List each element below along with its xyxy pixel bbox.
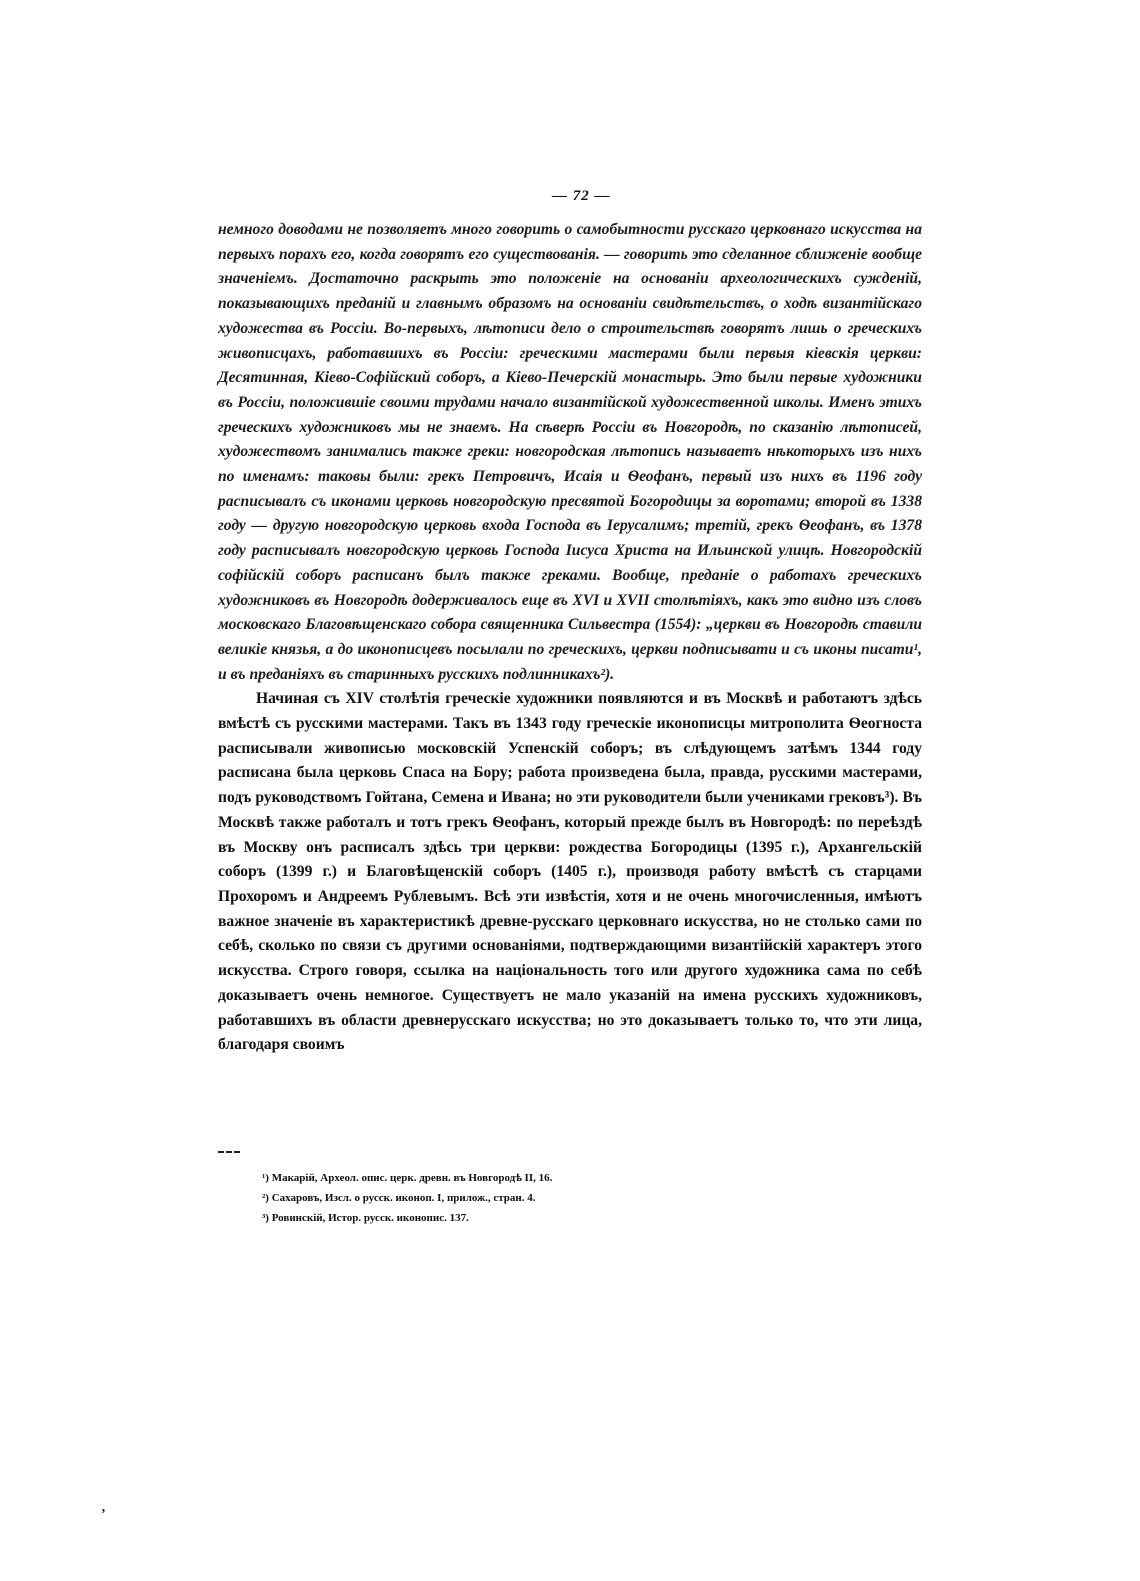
footnote-1: ¹) Макарій, Археол. опис. церк. древн. въ Новгородѣ II, 16. [262,1172,553,1184]
paragraph-2: Начиная съ XIV столѣтія греческіе художники появляются и въ Москвѣ и работаютъ здѣсь вмѣстѣ съ русскими мастерами. Такъ въ 1343 году греческіе иконописцы митрополита Ѳеогноста расписывали живописью московскій Успенскій соборъ; въ слѣдующемъ затѣмъ 1344 году расписана была церковь Спаса на Бору; работа произведена была, правда, русскими мастерами, подъ руководствомъ Гойтана, Семена и Ивана; но эти руководители были учениками грековъ³). Въ Москвѣ также работалъ и тотъ грекъ Ѳеофанъ, который прежде былъ въ Новгородѣ: по переѣздѣ въ Москву онъ расписалъ здѣсь три церкви: рождества Богородицы (1395 г.), Архангельскій соборъ (1399 г.) и Благовѣщенскій соборъ (1405 г.), производя работу вмѣстѣ съ старцами Прохоромъ и Андреемъ Рублевымъ. Всѣ эти извѣстія, хотя и не очень многочисленныя, имѣютъ важное значеніе въ характеристикѣ древне-русскаго церковнаго искусства, но не столько сами по себѣ, сколько по связи съ другими основаніями, подтверждающими византійскій характеръ этого искусства. Строго говоря, ссылка на національность того или другого художника сама по себѣ доказываетъ очень немногое. Существуетъ не мало указаній на имена русскихъ художниковъ, работавшихъ въ области древнерусскаго искусства; но это доказываетъ только то, что эти лица, благодаря своимъ [218,690,922,1054]
footnote-divider [218,1151,240,1153]
main-text [218,218,922,1058]
page-number: — 72 — [552,188,611,204]
footnotes [262,1168,862,1228]
footnote-3: ³) Ровинскій, Истор. русск. иконопис. 137. [262,1212,469,1224]
stray-mark: ʼ [101,1507,106,1522]
footnote-2: ²) Сахаровъ, Изсл. о русск. иконоп. I, прилож., стран. 4. [262,1192,536,1204]
paragraph-1: немного доводами не позволяетъ много говорить о самобытности русскаго церковнаго искусства на первыхъ порахъ его, когда говорятъ его существованія. — говорить это сделанное сближеніе вообще значеніемъ. Достаточно раскрыть это положеніе на основаніи археологическихъ сужденій, показывающихъ преданій и главнымъ образомъ на основаніи свидѣтельствъ, о ходѣ византійскаго художества въ Россіи. Во-первыхъ, лѣтописи дело о строительствѣ говорятъ лишь о греческихъ живописцахъ, работавшихъ въ Россіи: греческими мастерами были первыя кіевскія церкви: Десятинная, Кіево-Софійский соборъ, а Кіево-Печерскій монастырь. Это были первые художники въ Россіи, положившіе своими трудами начало византійской художественной школы. Именъ этихъ греческихъ художниковъ мы не знаемъ. На сѣверѣ Россіи въ Новгородѣ, по сказанію лѣтописей, художествомъ занимались также греки: новгородская лѣтопись называетъ нѣкоторыхъ изъ нихъ по именамъ: таковы были: грекъ Петровичъ, Исаія и Ѳеофанъ, первый изъ нихъ въ 1196 году расписывалъ съ иконами церковь новгородскую пресвятой Богородицы за воротами; второй въ 1338 году — другую новгородскую церковь входа Господа въ Іерусалимъ; третій, грекъ Ѳеофанъ, въ 1378 году расписывалъ новгородскую церковь Господа Іисуса Христа на Ильинской улицѣ. Новгородскій софійскій соборъ расписанъ былъ также греками. Вообще, преданіе о работахъ греческихъ художниковъ въ Новгородѣ додерживалось еще въ XVI и XVII столѣтіяхъ, какъ это видно изъ словъ московскаго Благовѣщенскаго собора священника Сильвестра (1554): „церкви въ Новгородѣ ставили великіе князья, а до иконописцевъ посылали по греческихъ, церкви подписывати и съ иконы писати¹, и въ преданіяхъ въ старинныхъ русскихъ подлинникахъ²). [218,221,922,683]
